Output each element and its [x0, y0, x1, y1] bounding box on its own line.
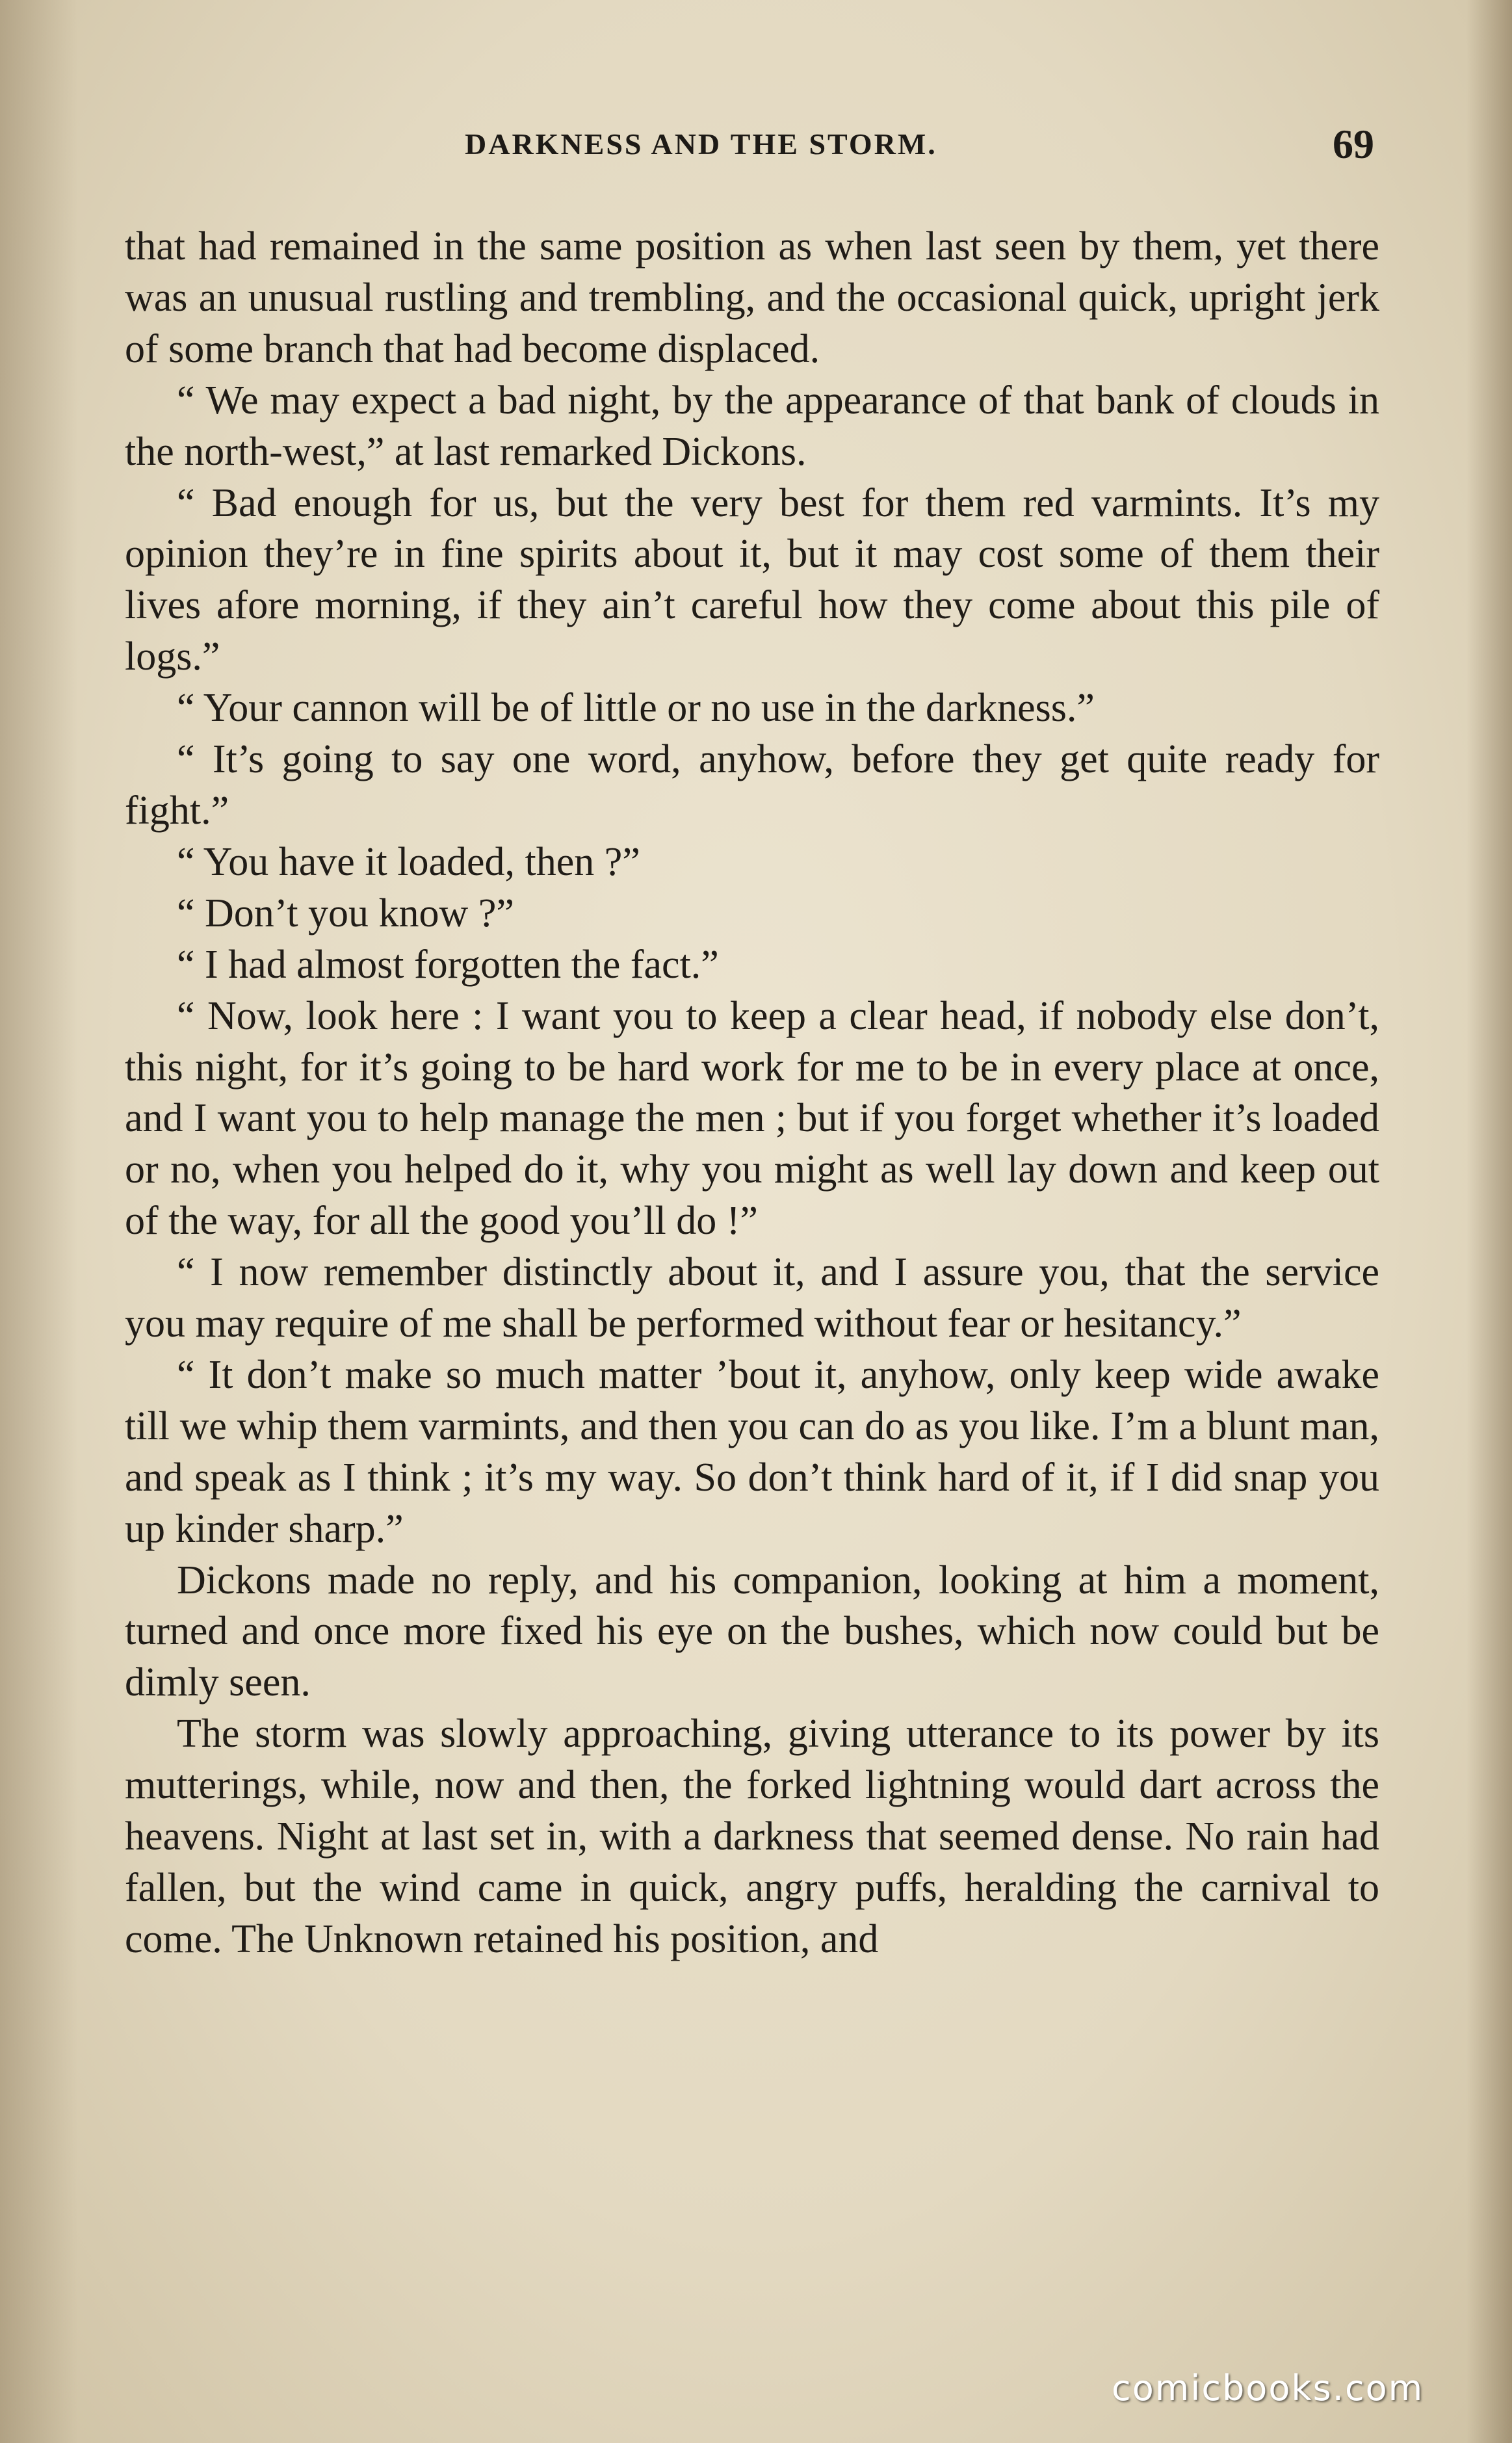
paragraph: “ It don’t make so much matter ’bout it, anyhow, only keep wide awake till we whip them varmints, and then you can do as you like. I’m a blunt man, and speak as I think ; it’s my way. So don’t think hard of it, if I did snap you up kinder sharp.”: [125, 1352, 1379, 1551]
paragraph: “ You have it loaded, then ?”: [177, 839, 640, 884]
page-header: [0, 120, 1512, 172]
paragraph: “ It’s going to say one word, anyhow, before they get quite ready for fight.”: [125, 737, 1379, 833]
paragraph: “ Your cannon will be of little or no use in the darkness.”: [177, 686, 1095, 731]
paragraph: “ I had almost forgotten the fact.”: [177, 942, 719, 987]
paragraph: “ Now, look here : I want you to keep a clear head, if nobody else don’t, this night, for it’s going to be hard work for me to be in every place at once, and I want you to help manage the men ; but if you forget whether it’s loaded or no, when you helped do it, why you might as well lay down and keep out of the way, for all the good you’ll do !”: [125, 993, 1379, 1244]
spine-shadow: [0, 0, 78, 2443]
paragraph: “ I now remember distinctly about it, and I assure you, that the service you may require of me shall be performed without fear or hesitancy.”: [125, 1250, 1379, 1346]
paragraph: Dickons made no reply, and his companion, looking at him a moment, turned and once more fixed his eye on the bushes, which now could but be dimly seen.: [125, 1558, 1379, 1705]
paragraph: “ We may expect a bad night, by the appearance of that bank of clouds in the north-west,” at last remarked Dickons.: [125, 378, 1379, 474]
body-text: [125, 221, 1379, 1965]
paragraph: “ Don’t you know ?”: [177, 891, 514, 935]
paragraph: that had remained in the same position as when last seen by them, yet there was an unusual rustling and trembling, and the occasional quick, upright jerk of some branch that had become displaced.: [125, 224, 1379, 371]
paragraph: “ Bad enough for us, but the very best for them red varmints. It’s my opinion they’re in fine spirits about it, but it may cost some of them their lives afore morning, if they ain’t careful how they come about this pile of logs.”: [125, 480, 1379, 679]
page-number: 69: [1333, 121, 1374, 167]
page-edge-shadow: [1466, 0, 1512, 2443]
running-head: DARKNESS AND THE STORM.: [465, 127, 937, 161]
watermark: comicbooks.com: [1112, 2368, 1424, 2409]
paragraph: The storm was slowly approaching, giving utterance to its power by its mutterings, while, now and then, the forked lightning would dart across the heavens. Night at last set in, with a darkness that seemed dense. No rain had fallen, but the wind came in quick, angry puffs, heralding the carnival to come. The Unknown retained his position, and: [125, 1712, 1379, 1961]
